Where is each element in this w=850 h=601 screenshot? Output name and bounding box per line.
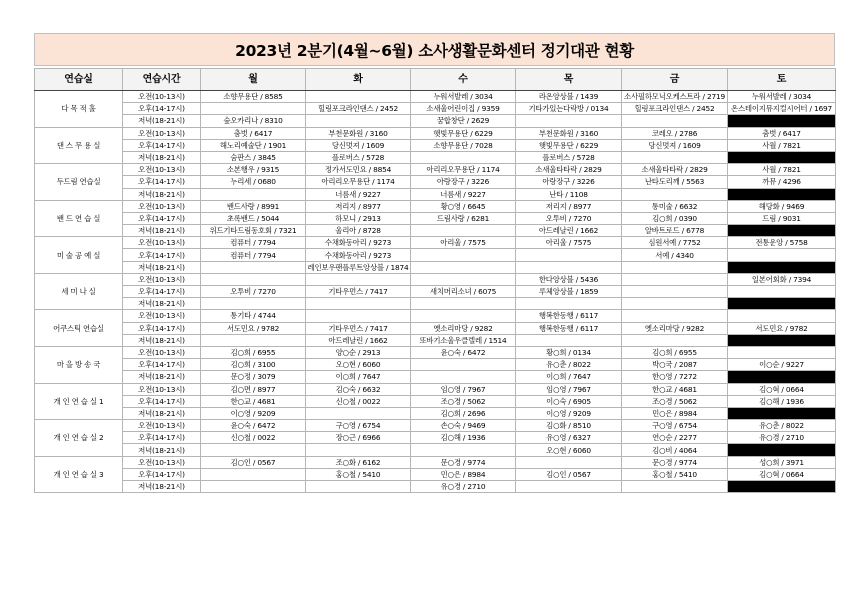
booking-cell-wed: 손○숙 / 9469	[411, 420, 516, 432]
booking-cell-wed: 문○경 / 9774	[411, 456, 516, 468]
table-row	[35, 273, 836, 285]
booking-cell-thu: 김○인 / 0567	[516, 468, 622, 480]
table-row	[35, 420, 836, 432]
booking-cell-tue: 양○순 / 2913	[306, 346, 411, 358]
booking-cell-thu: 루체앙상블 / 1859	[516, 286, 622, 298]
booking-cell-fri	[622, 273, 728, 285]
booking-cell-thu: 유○영 / 6327	[516, 432, 622, 444]
time-slot: 저녁(18-21시)	[123, 151, 201, 163]
booking-cell-wed	[411, 310, 516, 322]
table-row	[35, 468, 836, 480]
booking-cell-wed: 임○영 / 7967	[411, 383, 516, 395]
booking-cell-wed	[411, 371, 516, 383]
booking-cell-thu: 행복한동행 / 6117	[516, 322, 622, 334]
room-name: 댄 스 무 용 실	[35, 127, 123, 164]
booking-cell-thu: 햇빛무용단 / 6229	[516, 139, 622, 151]
booking-cell-sat: 유○춘 / 8022	[728, 420, 836, 432]
table-row	[35, 249, 836, 261]
booking-cell-thu: 기타가있는다락방 / 0134	[516, 103, 622, 115]
time-slot: 저녁(18-21시)	[123, 371, 201, 383]
booking-cell-sat: 김○해 / 1936	[728, 395, 836, 407]
booking-cell-fri	[622, 334, 728, 346]
booking-cell-wed: 드림사랑 / 6281	[411, 212, 516, 224]
table-row	[35, 432, 836, 444]
schedule-body	[35, 91, 836, 493]
booking-cell-sat: 전통운앙 / 5758	[728, 237, 836, 249]
booking-cell-fri: 한○영 / 7272	[622, 371, 728, 383]
booking-cell-thu: 아리울 / 7575	[516, 237, 622, 249]
booking-cell-mon: 이○영 / 9209	[201, 407, 306, 419]
time-slot: 저녁(18-21시)	[123, 298, 201, 310]
table-row	[35, 371, 836, 383]
booking-cell-sat: 춤벗 / 6417	[728, 127, 836, 139]
booking-cell-fri: 코레오 / 2786	[622, 127, 728, 139]
booking-cell-fri: 당신멋져 / 1609	[622, 139, 728, 151]
time-slot: 오후(14-17시)	[123, 432, 201, 444]
table-row	[35, 164, 836, 176]
time-slot: 오전(10-13시)	[123, 91, 201, 103]
booking-cell-wed: 조○경 / 5062	[411, 395, 516, 407]
table-row	[35, 286, 836, 298]
table-row	[35, 200, 836, 212]
booking-cell-thu	[516, 249, 622, 261]
table-row	[35, 334, 836, 346]
room-name: 마 을 방 송 국	[35, 346, 123, 383]
booking-cell-wed: 황○영 / 6645	[411, 200, 516, 212]
booking-cell-mon: 윤○숙 / 6472	[201, 420, 306, 432]
table-row	[35, 359, 836, 371]
booking-cell-fri: 홍○철 / 5410	[622, 468, 728, 480]
room-name: 어쿠스틱 연습실	[35, 310, 123, 347]
blocked-cell	[728, 334, 836, 346]
blocked-cell	[728, 188, 836, 200]
booking-cell-fri: 서예 / 4340	[622, 249, 728, 261]
booking-cell-thu	[516, 481, 622, 493]
blocked-cell	[728, 261, 836, 273]
booking-cell-fri: 힐링포크라인댄스 / 2452	[622, 103, 728, 115]
booking-cell-fri	[622, 286, 728, 298]
booking-cell-mon: 밴드사랑 / 8991	[201, 200, 306, 212]
booking-cell-wed: 아리리오무용단 / 1174	[411, 164, 516, 176]
header-wed: 수	[411, 69, 516, 91]
booking-cell-mon: 문○정 / 3079	[201, 371, 306, 383]
time-slot: 오전(10-13시)	[123, 310, 201, 322]
booking-cell-tue	[306, 298, 411, 310]
table-row	[35, 115, 836, 127]
booking-cell-tue: 부천문화원 / 3160	[306, 127, 411, 139]
time-slot: 저녁(18-21시)	[123, 115, 201, 127]
booking-cell-fri	[622, 298, 728, 310]
booking-cell-mon: 소본행우 / 9315	[201, 164, 306, 176]
time-slot: 오전(10-13시)	[123, 200, 201, 212]
booking-cell-mon: 한○교 / 4681	[201, 395, 306, 407]
booking-cell-sat: 누워서발레 / 3034	[728, 91, 836, 103]
booking-cell-wed	[411, 261, 516, 273]
booking-cell-tue: 홍○철 / 5410	[306, 468, 411, 480]
booking-cell-thu: 저리지 / 8977	[516, 200, 622, 212]
table-row	[35, 261, 836, 273]
table-row	[35, 298, 836, 310]
blocked-cell	[728, 115, 836, 127]
booking-cell-wed: 또바기소울우클렐레 / 1514	[411, 334, 516, 346]
booking-cell-tue: 저리지 / 8977	[306, 200, 411, 212]
booking-cell-fri: 김○비 / 4064	[622, 444, 728, 456]
time-slot: 오전(10-13시)	[123, 127, 201, 139]
room-name: 개 인 연 습 실 1	[35, 383, 123, 420]
booking-cell-fri: 소사필하모닉오케스트라 / 2719	[622, 91, 728, 103]
booking-cell-mon: 통기타 / 4744	[201, 310, 306, 322]
booking-cell-fri: 구○영 / 6754	[622, 420, 728, 432]
header-thu: 목	[516, 69, 622, 91]
time-slot: 오후(14-17시)	[123, 139, 201, 151]
booking-cell-thu	[516, 456, 622, 468]
table-row	[35, 310, 836, 322]
page-title: 2023년 2분기(4월~6월) 소사생활문화센터 정기대관 현황	[34, 33, 835, 66]
table-row	[35, 127, 836, 139]
booking-cell-wed: 새치머리소녀 / 6075	[411, 286, 516, 298]
booking-cell-tue	[306, 444, 411, 456]
time-slot: 오후(14-17시)	[123, 249, 201, 261]
header-mon: 월	[201, 69, 306, 91]
table-row	[35, 395, 836, 407]
booking-cell-fri	[622, 310, 728, 322]
booking-cell-mon: 초록밴드 / 5044	[201, 212, 306, 224]
booking-cell-wed	[411, 249, 516, 261]
booking-cell-wed: 너름새 / 9227	[411, 188, 516, 200]
booking-cell-mon	[201, 273, 306, 285]
blocked-cell	[728, 298, 836, 310]
booking-cell-sat: 이○순 / 9227	[728, 359, 836, 371]
table-row	[35, 383, 836, 395]
booking-cell-thu: 황○희 / 0134	[516, 346, 622, 358]
booking-cell-fri: 통미술 / 6632	[622, 200, 728, 212]
booking-cell-fri: 조○경 / 5062	[622, 395, 728, 407]
booking-cell-tue: 레인보우팬플루트앙상블 / 1874	[306, 261, 411, 273]
booking-cell-fri: 알바트로드 / 6778	[622, 225, 728, 237]
booking-cell-mon	[201, 298, 306, 310]
time-slot: 저녁(18-21시)	[123, 188, 201, 200]
booking-cell-tue: 정가서도민요 / 8854	[306, 164, 411, 176]
booking-cell-tue: 구○영 / 6754	[306, 420, 411, 432]
booking-cell-wed: 누워서발레 / 3034	[411, 91, 516, 103]
booking-cell-fri: 연○순 / 2277	[622, 432, 728, 444]
time-slot: 오후(14-17시)	[123, 176, 201, 188]
booking-cell-mon: 위드기타드림동호회 / 7321	[201, 225, 306, 237]
booking-cell-thu	[516, 115, 622, 127]
booking-cell-thu: 오투비 / 7270	[516, 212, 622, 224]
booking-cell-mon: 숲오카리나 / 8310	[201, 115, 306, 127]
table-row	[35, 212, 836, 224]
booking-cell-mon: 컴퓨터 / 7794	[201, 249, 306, 261]
booking-cell-tue	[306, 310, 411, 322]
booking-cell-wed: 햇빛무용단 / 6229	[411, 127, 516, 139]
booking-cell-wed: 꿈합창단 / 2629	[411, 115, 516, 127]
booking-cell-tue	[306, 91, 411, 103]
table-row	[35, 103, 836, 115]
booking-cell-wed: 소새울어린이집 / 9359	[411, 103, 516, 115]
booking-cell-thu	[516, 298, 622, 310]
booking-cell-tue: 힐링포크라인댄스 / 2452	[306, 103, 411, 115]
booking-cell-tue: 울리아 / 8728	[306, 225, 411, 237]
booking-cell-fri: 심원서예 / 7752	[622, 237, 728, 249]
booking-cell-sat: 온스테이지뮤지컬시어터 / 1697	[728, 103, 836, 115]
table-row	[35, 346, 836, 358]
header-room: 연습실	[35, 69, 123, 91]
booking-cell-mon	[201, 261, 306, 273]
time-slot: 저녁(18-21시)	[123, 444, 201, 456]
booking-cell-mon	[201, 334, 306, 346]
time-slot: 오후(14-17시)	[123, 468, 201, 480]
booking-cell-sat: 김○혁 / 0664	[728, 383, 836, 395]
blocked-cell	[728, 407, 836, 419]
booking-cell-fri: 소새울타타락 / 2829	[622, 164, 728, 176]
booking-cell-sat: 유○경 / 2710	[728, 432, 836, 444]
booking-cell-thu: 이○영 / 9209	[516, 407, 622, 419]
room-name: 미 술 공 예 실	[35, 237, 123, 274]
booking-cell-tue: 장○근 / 6966	[306, 432, 411, 444]
time-slot: 오전(10-13시)	[123, 346, 201, 358]
booking-cell-tue: 아드레날린 / 1662	[306, 334, 411, 346]
booking-cell-tue	[306, 273, 411, 285]
booking-cell-wed: 민○은 / 8984	[411, 468, 516, 480]
booking-cell-thu: 유○춘 / 8022	[516, 359, 622, 371]
booking-cell-mon: 해노리예술단 / 1901	[201, 139, 306, 151]
booking-cell-fri: 민○은 / 8984	[622, 407, 728, 419]
time-slot: 오전(10-13시)	[123, 383, 201, 395]
booking-cell-tue: 당신멋져 / 1609	[306, 139, 411, 151]
booking-cell-wed: 옛소리마당 / 9282	[411, 322, 516, 334]
time-slot: 오전(10-13시)	[123, 273, 201, 285]
time-slot: 저녁(18-21시)	[123, 225, 201, 237]
booking-cell-tue: 하모니 / 2913	[306, 212, 411, 224]
table-row	[35, 188, 836, 200]
table-row	[35, 444, 836, 456]
booking-cell-tue: 수채화동아리 / 9273	[306, 249, 411, 261]
header-fri: 금	[622, 69, 728, 91]
booking-cell-wed: 소향무용단 / 7028	[411, 139, 516, 151]
booking-cell-fri: 박○국 / 2087	[622, 359, 728, 371]
booking-cell-mon	[201, 444, 306, 456]
header-time: 연습시간	[123, 69, 201, 91]
booking-cell-fri	[622, 115, 728, 127]
booking-cell-thu: 한다앙상블 / 5436	[516, 273, 622, 285]
booking-cell-mon: 서도민요 / 9782	[201, 322, 306, 334]
booking-cell-sat: 사월 / 7821	[728, 164, 836, 176]
time-slot: 오후(14-17시)	[123, 395, 201, 407]
booking-cell-fri: 난타도리깨 / 5563	[622, 176, 728, 188]
table-row	[35, 139, 836, 151]
booking-cell-thu	[516, 334, 622, 346]
booking-cell-tue	[306, 115, 411, 127]
booking-cell-tue: 오○현 / 6060	[306, 359, 411, 371]
booking-cell-tue: 기타우먼스 / 7417	[306, 286, 411, 298]
blocked-cell	[728, 225, 836, 237]
time-slot: 오후(14-17시)	[123, 103, 201, 115]
booking-cell-tue: 기타우먼스 / 7417	[306, 322, 411, 334]
booking-cell-sat	[728, 286, 836, 298]
booking-cell-tue: 신○철 / 0022	[306, 395, 411, 407]
booking-cell-wed: 김○희 / 2696	[411, 407, 516, 419]
time-slot: 오전(10-13시)	[123, 420, 201, 432]
booking-cell-tue: 아리리오무용단 / 1174	[306, 176, 411, 188]
booking-cell-mon: 춤벗 / 6417	[201, 127, 306, 139]
booking-cell-tue: 조○화 / 6162	[306, 456, 411, 468]
booking-cell-mon: 김○인 / 0567	[201, 456, 306, 468]
booking-cell-sat: 드림 / 9031	[728, 212, 836, 224]
booking-cell-fri	[622, 188, 728, 200]
booking-cell-wed: 아랑장구 / 3226	[411, 176, 516, 188]
time-slot: 오후(14-17시)	[123, 212, 201, 224]
booking-cell-mon: 김○희 / 6955	[201, 346, 306, 358]
booking-cell-mon: 신○철 / 0022	[201, 432, 306, 444]
booking-cell-thu: 이○희 / 7647	[516, 371, 622, 383]
table-row	[35, 91, 836, 103]
booking-cell-thu: 이○숙 / 6905	[516, 395, 622, 407]
booking-cell-thu: 아랑장구 / 3226	[516, 176, 622, 188]
booking-cell-tue	[306, 407, 411, 419]
room-name: 개 인 연 습 실 3	[35, 456, 123, 493]
booking-cell-mon: 누리세 / 0680	[201, 176, 306, 188]
booking-cell-mon	[201, 481, 306, 493]
booking-cell-tue: 너름새 / 9227	[306, 188, 411, 200]
booking-cell-thu: 소새울타타락 / 2829	[516, 164, 622, 176]
booking-cell-fri: 김○희 / 0390	[622, 212, 728, 224]
table-row	[35, 225, 836, 237]
time-slot: 오전(10-13시)	[123, 456, 201, 468]
booking-cell-fri: 한○교 / 4681	[622, 383, 728, 395]
booking-cell-thu: 라온앙상블 / 1439	[516, 91, 622, 103]
time-slot: 오후(14-17시)	[123, 322, 201, 334]
booking-cell-sat: 일본어회화 / 7394	[728, 273, 836, 285]
booking-cell-sat: 성○희 / 3971	[728, 456, 836, 468]
booking-cell-sat: 까뮤 / 4296	[728, 176, 836, 188]
booking-cell-mon: 소향무용단 / 8585	[201, 91, 306, 103]
time-slot: 오전(10-13시)	[123, 164, 201, 176]
header-row	[35, 69, 836, 91]
blocked-cell	[728, 371, 836, 383]
booking-cell-fri: 문○경 / 9774	[622, 456, 728, 468]
booking-cell-thu: 난타 / 1108	[516, 188, 622, 200]
booking-cell-mon	[201, 468, 306, 480]
room-name: 밴 드 연 습 실	[35, 200, 123, 237]
booking-cell-wed: 윤○숙 / 6472	[411, 346, 516, 358]
booking-cell-wed: 유○경 / 2710	[411, 481, 516, 493]
booking-cell-wed	[411, 225, 516, 237]
blocked-cell	[728, 151, 836, 163]
table-row	[35, 456, 836, 468]
time-slot: 오후(14-17시)	[123, 286, 201, 298]
time-slot: 저녁(18-21시)	[123, 261, 201, 273]
booking-cell-fri: 옛소리마당 / 9282	[622, 322, 728, 334]
room-name: 세 미 나 실	[35, 273, 123, 310]
room-name: 개 인 연 습 실 2	[35, 420, 123, 457]
booking-cell-sat	[728, 310, 836, 322]
booking-cell-fri	[622, 261, 728, 273]
booking-cell-thu: 아드레날린 / 1662	[516, 225, 622, 237]
time-slot: 오전(10-13시)	[123, 237, 201, 249]
booking-cell-thu: 임○영 / 7967	[516, 383, 622, 395]
booking-cell-fri	[622, 481, 728, 493]
booking-cell-sat	[728, 346, 836, 358]
booking-cell-mon: 숨판스 / 3845	[201, 151, 306, 163]
booking-cell-mon: 오투비 / 7270	[201, 286, 306, 298]
booking-cell-wed	[411, 444, 516, 456]
header-tue: 화	[306, 69, 411, 91]
booking-cell-mon: 김○면 / 8977	[201, 383, 306, 395]
booking-cell-tue	[306, 481, 411, 493]
booking-cell-wed	[411, 298, 516, 310]
booking-cell-thu: 플로버스 / 5728	[516, 151, 622, 163]
booking-cell-thu: 오○현 / 6060	[516, 444, 622, 456]
time-slot: 저녁(18-21시)	[123, 334, 201, 346]
blocked-cell	[728, 444, 836, 456]
booking-cell-mon: 컴퓨터 / 7794	[201, 237, 306, 249]
blocked-cell	[728, 481, 836, 493]
booking-cell-thu: 김○화 / 8510	[516, 420, 622, 432]
booking-cell-wed	[411, 151, 516, 163]
table-row	[35, 407, 836, 419]
table-row	[35, 151, 836, 163]
booking-cell-wed: 아리울 / 7575	[411, 237, 516, 249]
table-row	[35, 322, 836, 334]
time-slot: 저녁(18-21시)	[123, 481, 201, 493]
booking-cell-sat: 사월 / 7821	[728, 139, 836, 151]
room-name: 다 목 적 홀	[35, 91, 123, 128]
booking-cell-sat: 해당화 / 9469	[728, 200, 836, 212]
booking-cell-mon	[201, 103, 306, 115]
rental-schedule-table	[34, 68, 836, 493]
header-sat: 토	[728, 69, 836, 91]
booking-cell-tue: 수채화동아리 / 9273	[306, 237, 411, 249]
booking-cell-wed	[411, 273, 516, 285]
booking-cell-mon: 김○희 / 3100	[201, 359, 306, 371]
time-slot: 저녁(18-21시)	[123, 407, 201, 419]
time-slot: 오후(14-17시)	[123, 359, 201, 371]
booking-cell-tue: 플로버스 / 5728	[306, 151, 411, 163]
room-name: 두드림 연습실	[35, 164, 123, 201]
booking-cell-fri	[622, 151, 728, 163]
booking-cell-thu	[516, 261, 622, 273]
booking-cell-fri: 김○희 / 6955	[622, 346, 728, 358]
booking-cell-tue: 이○희 / 7647	[306, 371, 411, 383]
booking-cell-sat	[728, 249, 836, 261]
booking-cell-tue: 김○숙 / 6632	[306, 383, 411, 395]
booking-cell-thu: 행복한동행 / 6117	[516, 310, 622, 322]
table-row	[35, 176, 836, 188]
booking-cell-sat: 김○혁 / 0664	[728, 468, 836, 480]
booking-cell-wed	[411, 359, 516, 371]
booking-cell-thu: 부천문화원 / 3160	[516, 127, 622, 139]
table-row	[35, 237, 836, 249]
booking-cell-mon	[201, 188, 306, 200]
booking-cell-wed: 김○해 / 1936	[411, 432, 516, 444]
table-row	[35, 481, 836, 493]
booking-cell-sat: 서도민요 / 9782	[728, 322, 836, 334]
